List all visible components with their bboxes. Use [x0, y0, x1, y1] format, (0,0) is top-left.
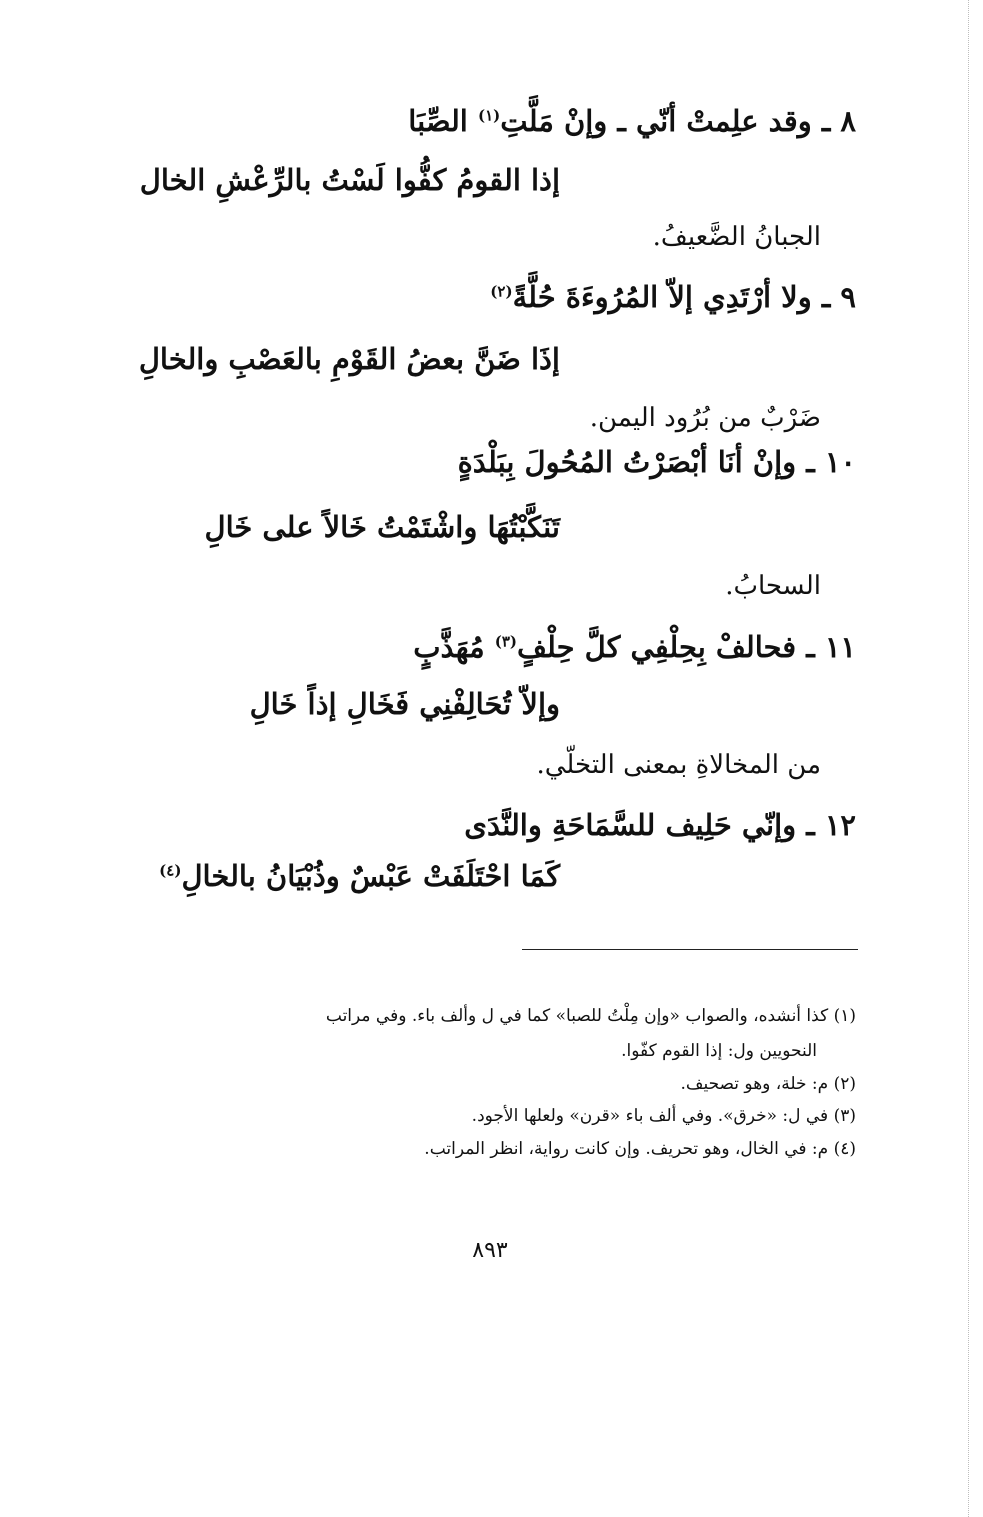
footnote-3: (٣) في ل: «خرق». وفي ألف باء «قرن» ولعلها الأجود. [471, 1106, 856, 1126]
verse-9-first-hemistich [490, 280, 856, 315]
verse-8-second-hemistich: إذا القومُ كفُّوا لَسْتُ بالرِّعْشِ الخال [139, 163, 560, 197]
footnote-1: (١) كذا أنشده، والصواب «وإن مِلْتُ للصبا» كما في ل وألف باء. وفي مراتب [325, 1006, 856, 1026]
verse-11-second-hemistich: وإلاّ تُحَالِفْنِي فَخَالِ إذاً خَالِ [249, 687, 560, 721]
scan-edge [968, 0, 971, 1517]
gloss-9: ضَرْبٌ من بُرُود اليمن. [589, 403, 821, 433]
footnote-marker: (٣) [494, 632, 518, 651]
verse-text-continued: الصِّبَا [408, 104, 478, 138]
verse-10-first-hemistich: ١٠ ـ وإنْ أنَا أبْصَرْتُ المُحُولَ بِبَلْدَةٍ [457, 445, 856, 479]
gloss-8: الجبانُ الضَّعيفُ. [652, 222, 821, 252]
footnote-marker: (١) [477, 106, 501, 125]
page-number: ٨٩٣ [472, 1238, 508, 1263]
verse-12-second-hemistich [159, 859, 560, 894]
verse-12-first-hemistich: ١٢ ـ وإنّي حَلِيف للسَّمَاحَةِ والنَّدَى [464, 808, 856, 842]
gloss-10: السحابُ. [725, 571, 821, 601]
footnote-marker: (٢) [490, 282, 513, 301]
gloss-11: من المخالاةِ بمعنى التخلّي. [536, 750, 821, 780]
verse-text: ٨ ـ وقد علِمتْ أنّي ـ وإنْ مَلَّتِ [500, 104, 856, 138]
verse-text: ٩ ـ ولا أرْتَدِي إلاّ المُرُوءَةَ حُلَّةً [512, 280, 856, 314]
footnote-4: (٤) م: في الخال، وهو تحريف. وإن كانت رواية، انظر المراتب. [424, 1139, 856, 1159]
verse-text-continued: مُهَذَّبٍ [413, 630, 495, 664]
verse-9-second-hemistich: إذَا ضَنَّ بعضُ القَوْمِ بالعَصْبِ والخالِ [138, 342, 560, 376]
verse-text: كَمَا احْتَلَفَتْ عَبْسٌ وذُبْيَانُ بالخالِ [181, 859, 560, 893]
verse-text: ١١ ـ فحالفْ بِحِلْفِي كلَّ حِلْفٍ [517, 630, 856, 664]
verse-11-first-hemistich [413, 630, 856, 665]
footnote-2: (٢) م: خلة، وهو تصحيف. [680, 1074, 856, 1094]
verse-8-first-hemistich [408, 104, 856, 139]
footnote-separator [522, 949, 858, 950]
verse-10-second-hemistich: تَنَكَّبْتُهَا واشْتَمْتُ خَالاً على خَالِ [204, 510, 560, 544]
footnote-1-continued: النحويين ول: إذا القوم كفّوا. [621, 1041, 817, 1061]
footnote-marker: (٤) [159, 861, 182, 880]
